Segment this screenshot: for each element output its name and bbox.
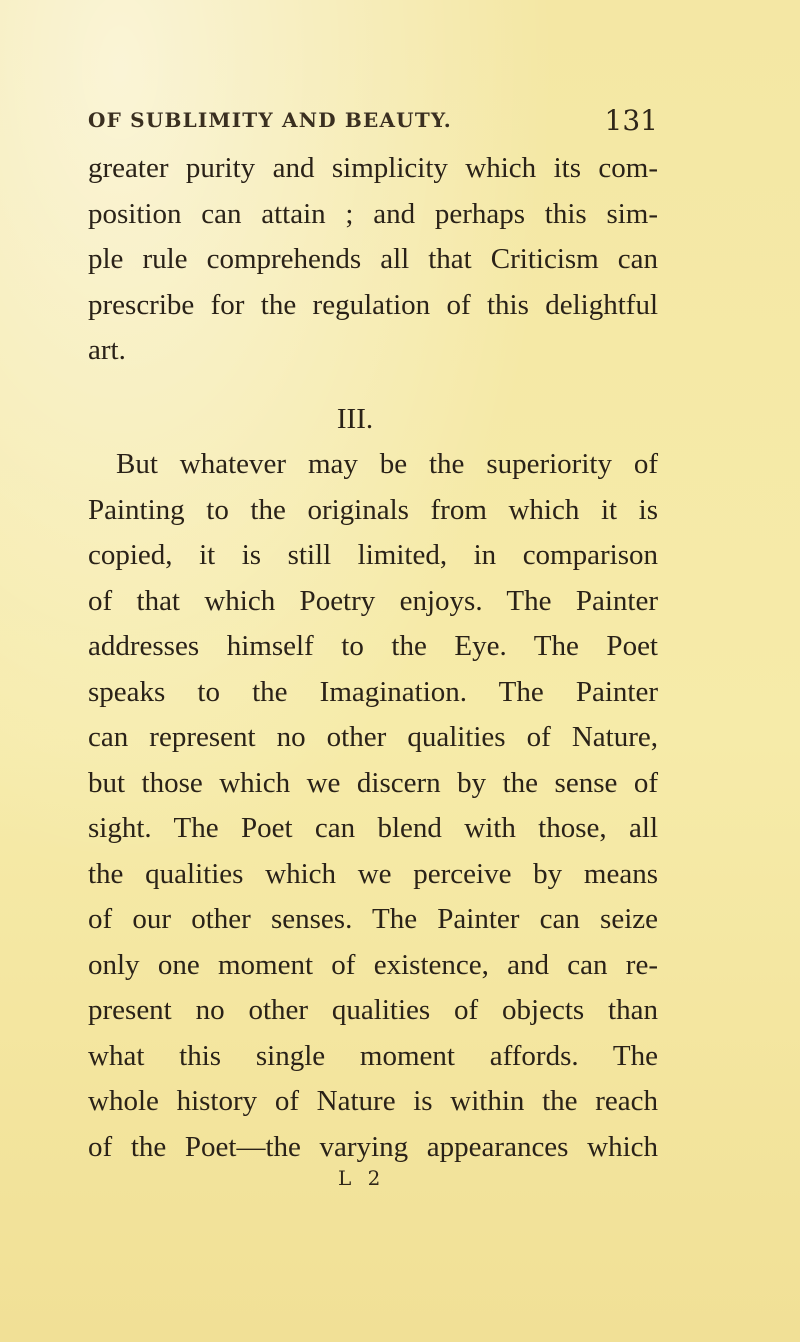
text-line: art. — [88, 334, 126, 366]
text-line: ple rule comprehends all that Criticism can — [88, 243, 658, 275]
text-line: But whatever may be the superiority of — [116, 448, 658, 480]
text-line: greater purity and simplicity which its com- — [88, 152, 658, 184]
text-line: addresses himself to the Eye. The Poet — [88, 630, 658, 662]
text-line: present no other qualities of objects than — [88, 994, 658, 1026]
text-line: of that which Poetry enjoys. The Painter — [88, 584, 658, 617]
text-line: Painting to the originals from which it is — [88, 493, 658, 526]
text-line: but those which we discern by the sense of — [88, 766, 658, 799]
body-text — [88, 146, 658, 1170]
running-title: OF SUBLIMITY AND BEAUTY. — [88, 108, 452, 132]
text-line: of our other senses. The Painter can seize — [88, 903, 658, 935]
text-line: only one moment of existence, and can re- — [88, 948, 658, 981]
text-line: the qualities which we perceive by means — [88, 857, 658, 890]
text-line: speaks to the Imagination. The Painter — [88, 675, 658, 708]
text-line: prescribe for the regulation of this delightful — [88, 288, 658, 321]
section-numeral: III. — [336, 402, 374, 435]
text-line: whole history of Nature is within the reach — [88, 1085, 658, 1117]
signature-mark: L 2 — [338, 1166, 386, 1190]
running-head — [88, 104, 658, 148]
text-line: position can attain ; and perhaps this sim- — [88, 197, 658, 230]
page-number: 131 — [604, 104, 658, 137]
text-line: can represent no other qualities of Nature, — [88, 721, 658, 753]
text-line: what this single moment affords. The — [88, 1039, 658, 1072]
text-line: of the Poet—the varying appearances which — [88, 1130, 658, 1163]
text-line: sight. The Poet can blend with those, all — [88, 812, 658, 844]
text-line: copied, it is still limited, in comparison — [88, 539, 658, 571]
